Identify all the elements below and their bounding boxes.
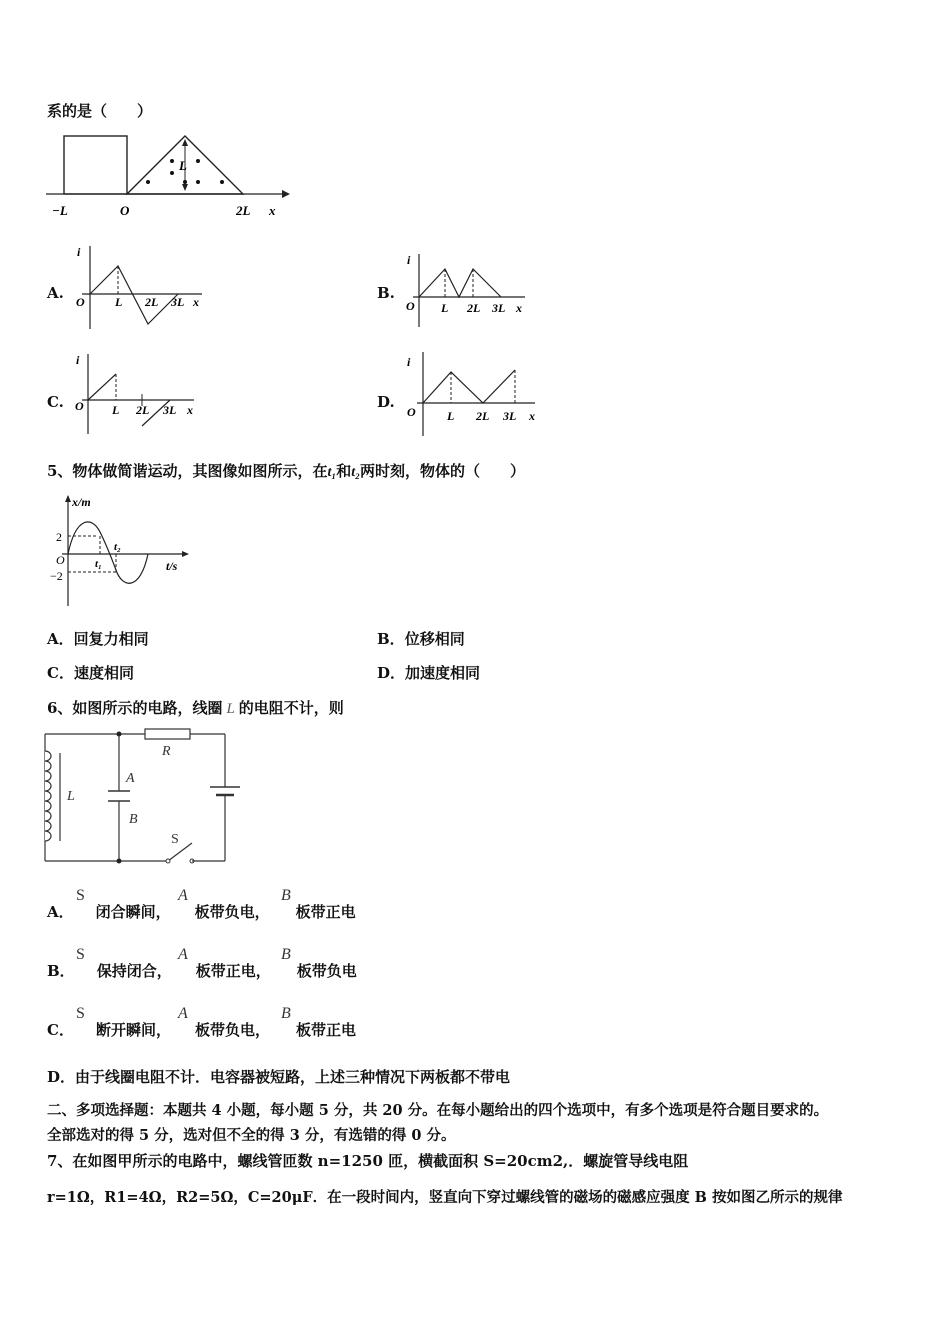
svg-text:x: x — [516, 301, 522, 315]
svg-text:2L: 2L — [467, 301, 481, 315]
svg-text:i: i — [407, 355, 411, 369]
svg-text:L: L — [447, 409, 455, 423]
svg-text:L: L — [441, 301, 449, 315]
svg-text:i: i — [77, 245, 81, 259]
tick-origin: O — [120, 203, 130, 218]
svg-text:O: O — [406, 299, 415, 313]
svg-text:x: x — [529, 409, 535, 423]
svg-text:O: O — [407, 405, 416, 419]
x-axis-label: x — [269, 203, 276, 218]
svg-text:3L: 3L — [171, 295, 185, 309]
svg-text:3L: 3L — [163, 403, 177, 417]
q6-stem: 6、如图所示的电路，线圈 L 的电阻不计，则 — [47, 699, 344, 717]
q5-option-c[interactable]: C．速度相同 — [47, 664, 134, 682]
svg-text:t₁: t₁ — [95, 558, 102, 570]
svg-text:O: O — [75, 399, 84, 413]
svg-text:t₂: t₂ — [114, 541, 121, 553]
svg-text:A: A — [126, 771, 135, 786]
q6-option-c[interactable]: C． 断开瞬间， 板带负电， 板带正电 — [47, 1021, 356, 1039]
svg-text:2L: 2L — [476, 409, 490, 423]
option-b-graph — [403, 252, 553, 332]
q4-stem-tail: 系的是（ ） — [47, 102, 153, 120]
tick-neg-l: −L — [52, 203, 68, 218]
svg-text:O: O — [56, 553, 65, 567]
svg-text:x: x — [187, 403, 193, 417]
tick-2l: 2L — [236, 203, 251, 218]
svg-text:2L: 2L — [145, 295, 159, 309]
coil-l — [45, 751, 51, 841]
option-b-letter[interactable]: B. — [377, 284, 395, 302]
option-a-graph — [72, 244, 222, 334]
svg-text:−2: −2 — [50, 569, 63, 583]
svg-text:R: R — [162, 744, 171, 759]
svg-text:x/m: x/m — [72, 495, 91, 509]
q7-line1: 7、在如图甲所示的电路中，螺线管匝数 n=1250 匝，横截面积 S=20cm2,．螺旋管导线电阻 — [47, 1152, 689, 1170]
svg-text:3L: 3L — [503, 409, 517, 423]
option-d-letter[interactable]: D. — [377, 393, 395, 411]
svg-text:B: B — [129, 812, 138, 827]
option-c-letter[interactable]: C. — [47, 393, 64, 411]
svg-text:L: L — [115, 295, 123, 309]
q5-option-d[interactable]: D．加速度相同 — [377, 664, 481, 682]
q6-option-a[interactable]: A． 闭合瞬间， 板带负电， 板带正电 — [47, 903, 356, 921]
svg-text:i: i — [76, 353, 80, 367]
q4-figure — [40, 128, 300, 223]
height-label: L — [179, 158, 187, 173]
svg-text:3L: 3L — [492, 301, 506, 315]
q6-option-b[interactable]: B． 保持闭合， 板带正电， 板带负电 — [47, 962, 357, 980]
svg-text:O: O — [76, 295, 85, 309]
q5-figure — [48, 492, 198, 610]
square-loop — [64, 136, 127, 194]
svg-text:x: x — [193, 295, 199, 309]
section2-line1: 二、多项选择题：本题共 4 小题，每小题 5 分，共 20 分。在每小题给出的四个选项中，有多个选项是符合题目要求的。 — [47, 1102, 829, 1119]
q5-stem: 5、物体做简谐运动，其图像如图所示，在t₁和t₂两时刻，物体的（ ） — [47, 462, 526, 480]
svg-text:i: i — [407, 253, 411, 267]
option-a-letter[interactable]: A. — [47, 284, 64, 302]
resistor-r — [145, 729, 190, 739]
svg-text:2: 2 — [56, 530, 62, 544]
q6-circuit — [40, 725, 255, 870]
q5-option-a[interactable]: A．回复力相同 — [47, 630, 149, 648]
option-d-graph — [403, 350, 553, 440]
svg-text:t/s: t/s — [166, 559, 178, 573]
q6-option-d[interactable]: D．由于线圈电阻不计．电容器被短路，上述三种情况下两板都不带电 — [47, 1068, 511, 1086]
svg-text:2L: 2L — [136, 403, 150, 417]
svg-text:S: S — [171, 832, 179, 847]
svg-text:L: L — [112, 403, 120, 417]
q7-line2: r=1Ω，R1=4Ω，R2=5Ω，C=20μF．在一段时间内，竖直向下穿过螺线管的磁场的磁感应强度 B 按如图乙所示的规律 — [47, 1189, 843, 1206]
q5-option-b[interactable]: B．位移相同 — [377, 630, 465, 648]
section2-line2: 全部选对的得 5 分，选对但不全的得 3 分，有选错的得 0 分。 — [47, 1127, 456, 1144]
option-c-graph — [72, 352, 222, 437]
svg-text:L: L — [67, 789, 75, 804]
